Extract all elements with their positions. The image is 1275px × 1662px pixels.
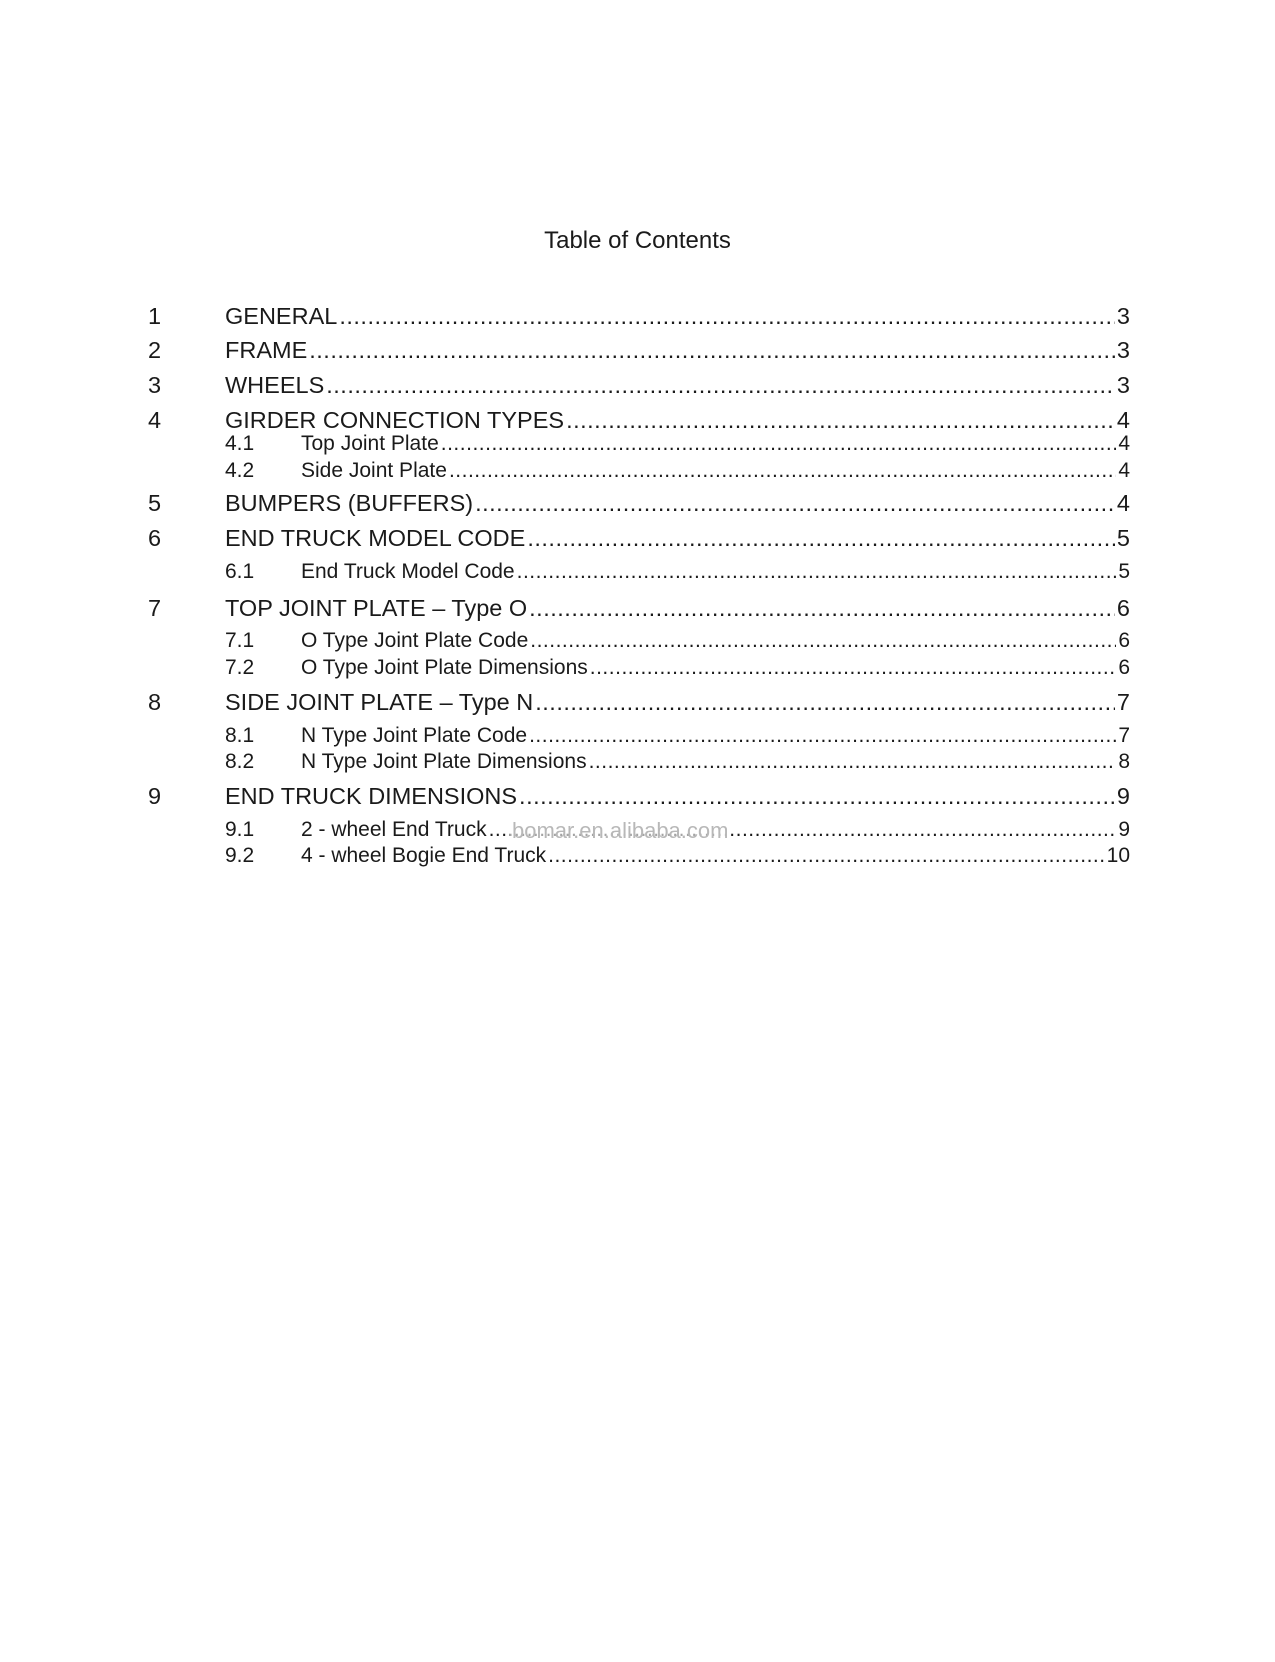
toc-entry-page: 4 bbox=[1118, 432, 1130, 455]
toc-entry-page: 6 bbox=[1118, 629, 1130, 652]
toc-entry-9[interactable] bbox=[148, 781, 1130, 811]
toc-entry-number: 8.2 bbox=[225, 750, 255, 773]
toc-entry-7-2[interactable] bbox=[148, 655, 1130, 681]
dot-leader bbox=[309, 335, 1115, 365]
toc-entry-page: 9 bbox=[1116, 783, 1130, 809]
toc-entry-page: 9 bbox=[1118, 818, 1130, 841]
toc-entry-text: END TRUCK MODEL CODE bbox=[225, 525, 526, 551]
toc-entry-number: 4 bbox=[148, 407, 162, 433]
toc-entry-2[interactable] bbox=[148, 335, 1130, 365]
toc-entry-text: N Type Joint Plate Dimensions bbox=[301, 750, 587, 773]
toc-entry-number: 7.1 bbox=[225, 629, 255, 652]
toc-entry-text: Side Joint Plate bbox=[301, 459, 447, 482]
dot-leader bbox=[339, 301, 1115, 331]
toc-entry-text: GENERAL bbox=[225, 303, 338, 329]
toc-entry-page: 8 bbox=[1118, 750, 1130, 773]
dot-leader bbox=[589, 749, 1117, 775]
dot-leader bbox=[590, 655, 1117, 681]
toc-entry-page: 7 bbox=[1118, 724, 1130, 747]
toc-entry-number: 1 bbox=[148, 303, 162, 329]
toc-entry-8[interactable] bbox=[148, 687, 1130, 717]
toc-entry-number: 7 bbox=[148, 595, 162, 621]
toc-entry-page: 10 bbox=[1106, 844, 1130, 867]
toc-entry-number: 9.1 bbox=[225, 818, 255, 841]
page-title: Table of Contents bbox=[544, 227, 731, 254]
toc-entry-8-2[interactable] bbox=[148, 749, 1130, 775]
toc-entry-text: O Type Joint Plate Dimensions bbox=[301, 656, 588, 679]
toc-entry-page: 4 bbox=[1116, 407, 1130, 433]
dot-leader bbox=[517, 559, 1117, 585]
toc-entry-page: 3 bbox=[1116, 337, 1130, 363]
toc-entry-text: 2 - wheel End Truck bbox=[301, 818, 487, 841]
toc-entry-6[interactable] bbox=[148, 523, 1130, 553]
toc-entry-6-1[interactable] bbox=[148, 559, 1130, 585]
toc-entry-text: GIRDER CONNECTION TYPES bbox=[225, 407, 565, 433]
dot-leader bbox=[519, 781, 1115, 811]
dot-leader bbox=[449, 458, 1116, 484]
toc-entry-7[interactable] bbox=[148, 593, 1130, 623]
dot-leader bbox=[530, 628, 1116, 654]
toc-entry-7-1[interactable] bbox=[148, 628, 1130, 654]
toc-entry-9-2[interactable] bbox=[148, 843, 1130, 869]
toc-entry-number: 9 bbox=[148, 783, 162, 809]
toc-entry-number: 4.1 bbox=[225, 432, 255, 455]
toc-entry-page: 4 bbox=[1118, 459, 1130, 482]
toc-entry-number: 7.2 bbox=[225, 656, 255, 679]
toc-entry-page: 7 bbox=[1116, 689, 1130, 715]
toc-entry-page: 6 bbox=[1116, 595, 1130, 621]
toc-entry-text: Top Joint Plate bbox=[301, 432, 439, 455]
toc-entry-text: WHEELS bbox=[225, 372, 325, 398]
toc-entry-text: 4 - wheel Bogie End Truck bbox=[301, 844, 547, 867]
toc-entry-page: 5 bbox=[1118, 560, 1130, 583]
toc-entry-1[interactable] bbox=[148, 301, 1130, 331]
toc-entry-text: TOP JOINT PLATE – Type O bbox=[225, 595, 528, 621]
toc-entry-text: SIDE JOINT PLATE – Type N bbox=[225, 689, 534, 715]
toc-entry-number: 9.2 bbox=[225, 844, 255, 867]
dot-leader bbox=[529, 723, 1116, 749]
dot-leader bbox=[475, 488, 1115, 518]
dot-leader bbox=[527, 523, 1115, 553]
toc-entry-text: FRAME bbox=[225, 337, 308, 363]
dot-leader bbox=[441, 431, 1117, 457]
toc-entry-page: 4 bbox=[1116, 490, 1130, 516]
toc-entry-number: 4.2 bbox=[225, 459, 255, 482]
dot-leader bbox=[529, 593, 1115, 623]
toc-entry-4-1[interactable] bbox=[148, 431, 1130, 457]
toc-entry-3[interactable] bbox=[148, 370, 1130, 400]
toc-entry-5[interactable] bbox=[148, 488, 1130, 518]
dot-leader bbox=[535, 687, 1115, 717]
toc-entry-number: 3 bbox=[148, 372, 162, 398]
toc-entry-4-2[interactable] bbox=[148, 458, 1130, 484]
toc-entry-page: 3 bbox=[1116, 372, 1130, 398]
toc-entry-number: 6.1 bbox=[225, 560, 255, 583]
toc-entry-text: BUMPERS (BUFFERS) bbox=[225, 490, 474, 516]
toc-entry-page: 6 bbox=[1118, 656, 1130, 679]
toc-entry-text: END TRUCK DIMENSIONS bbox=[225, 783, 518, 809]
toc-entry-number: 8.1 bbox=[225, 724, 255, 747]
dot-leader bbox=[548, 843, 1105, 869]
toc-entry-text: O Type Joint Plate Code bbox=[301, 629, 529, 652]
toc-entry-number: 5 bbox=[148, 490, 162, 516]
toc-entry-number: 6 bbox=[148, 525, 162, 551]
toc-entry-text: End Truck Model Code bbox=[301, 560, 515, 583]
toc-entry-page: 5 bbox=[1116, 525, 1130, 551]
toc-entry-number: 8 bbox=[148, 689, 162, 715]
toc-entry-8-1[interactable] bbox=[148, 723, 1130, 749]
toc-entry-page: 3 bbox=[1116, 303, 1130, 329]
toc-entry-number: 2 bbox=[148, 337, 162, 363]
toc-entry-text: N Type Joint Plate Code bbox=[301, 724, 528, 747]
watermark: bomar.en.alibaba.com bbox=[512, 818, 729, 843]
dot-leader bbox=[326, 370, 1115, 400]
